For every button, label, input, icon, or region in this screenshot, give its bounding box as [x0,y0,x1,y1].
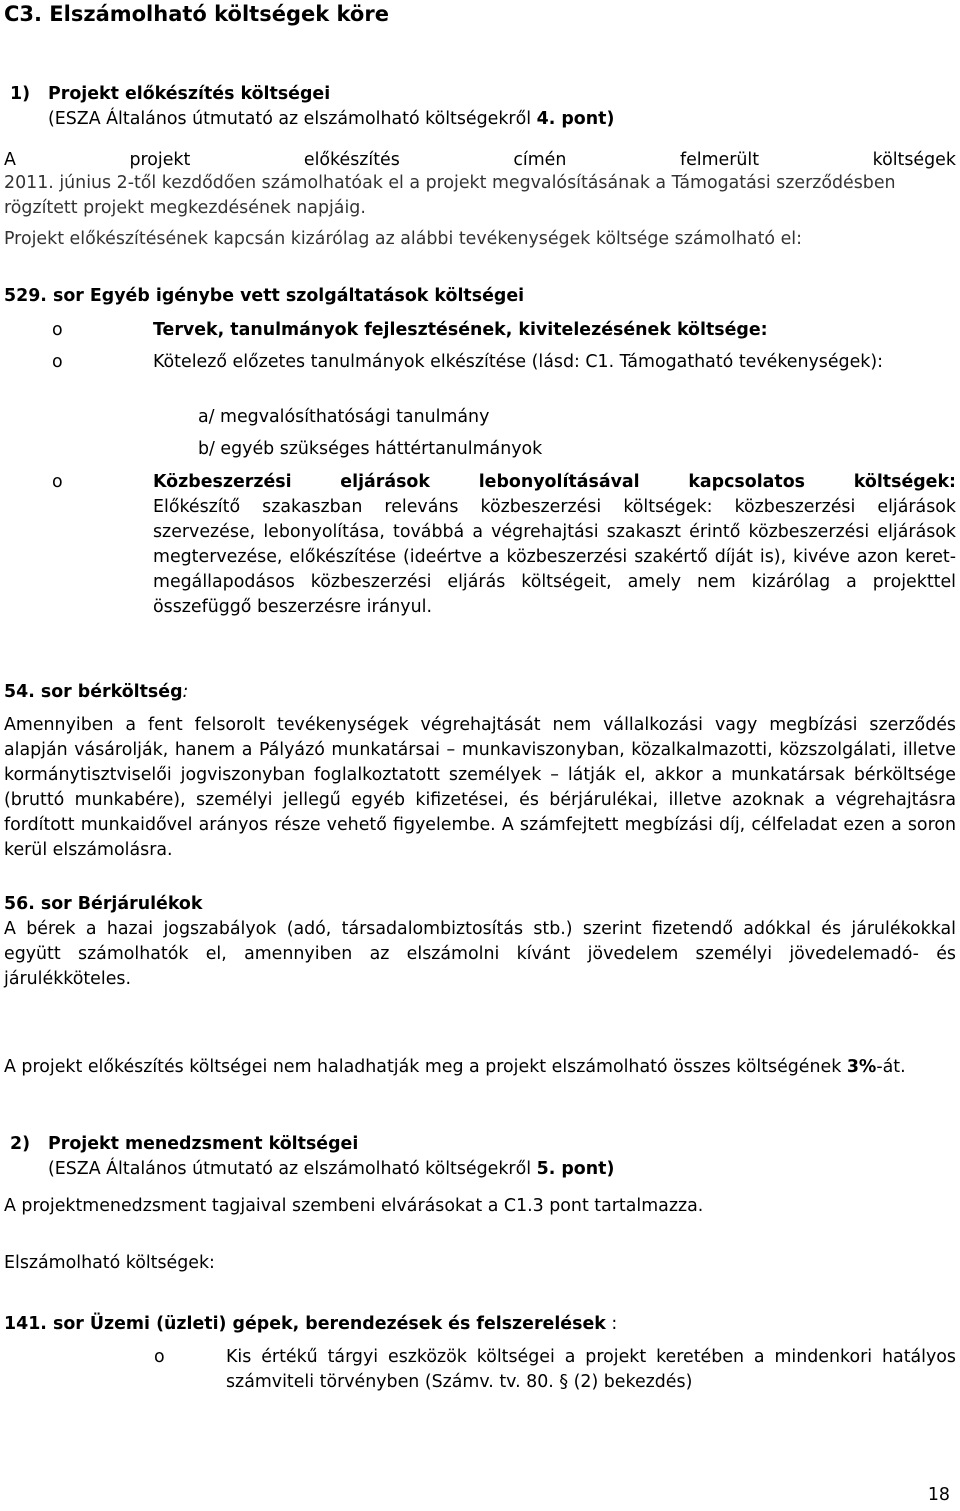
section-2-title: Projekt menedzsment költségei [48,1134,359,1154]
page-number: 18 [927,1485,950,1505]
paragraph-54: Amennyiben a fent felsorolt tevékenységek végrehajtását nem vállalkozási vagy megbízási szerződés alapján vásárolják, hanem a Pályázó munkatársai – munkaviszonyban, közalkalmazotti, közszolgálati, illetve kormánytisztviselői jogviszonyban foglalkoztatott személyek – látják el, akkor a munkatársak bérköltsége (bruttó munkabére), személyi jellegű egyéb kifizetései, és bérjárulékai, illetve azoknak a végrehajtásra fordított munkaidővel arányos része vehető figyelembe. A számfejtett megbízási díj, célfeladat ezen a soron kerül elszámolásra. [4,715,956,860]
paragraph-56: A bérek a hazai jogszabályok (adó, társadalombiztosítás stb.) szerint fizetendő adókkal és járulékokkal együtt számolhatók el, amennyiben az elszámolni kívánt jövedelem személyi jövedelemadó- és járulékköteles. [4,919,956,989]
list-item-procurement: o Közbeszerzési eljárások lebonyolításával kapcsolatos költségek: Előkészítő szakaszban releváns közbeszerzési költségek: közbeszerzési eljárások szervezése, lebonyolítása, továbbá a végrehajtási szakaszt érintő közbeszerzési eljárások megtervezése, előkészítése (ideértve a közbeszerzési szakértő díját is), kivéve azon keret-megállapodásos közbeszerzési eljárás költségeit, amely nem kizárólag a projekttel összefüggő beszerzésre irányul. [52,472,956,617]
bullet: o [154,1347,165,1367]
paragraph-2: Projekt előkészítésének kapcsán kizárólag az alábbi tevékenységek költsége számolható el: [4,229,802,249]
section-1-number: 1) [10,84,31,104]
bullet: o [52,320,63,340]
limit-paragraph: A projekt előkészítés költségei nem haladhatják meg a projekt elszámolható összes költségének 3%-át. [4,1057,906,1077]
section-2-number: 2) [10,1134,31,1154]
row-141-heading: 141. sor Üzemi (üzleti) gépek, berendezések és felszerelések : [4,1314,618,1334]
row-54-heading: 54. sor bérköltség: [4,682,189,702]
section-1-reference: (ESZA Általános útmutató az elszámolható költségekről 4. pont) [48,109,615,129]
bullet: o [52,472,63,492]
list-subitem-b: b/ egyéb szükséges háttértanulmányok [198,439,543,459]
section-1-title: Projekt előkészítés költségei [48,84,331,104]
row-56-heading: 56. sor Bérjárulékok [4,894,203,914]
list-subitem-a: a/ megvalósíthatósági tanulmány [198,407,490,427]
section-2-paragraph-2: Elszámolható költségek: [4,1253,215,1273]
paragraph-1-line-1: A projekt előkészítés címén felmerült költségek [4,150,956,170]
bullet: o [52,352,63,372]
section-2-paragraph-1: A projektmenedzsment tagjaival szembeni elvárásokat a C1.3 pont tartalmazza. [4,1196,704,1216]
page-title: C3. Elszámolható költségek köre [4,2,389,26]
list-item-studies: o Kötelező előzetes tanulmányok elkészítése (lásd: C1. Támogatható tevékenységek): [52,350,956,375]
list-item-small-assets: o Kis értékű tárgyi eszközök költségei a projekt keretében a mindenkori hatályos számviteli törvényben (Számv. tv. 80. § (2) bekezdés) [154,1347,956,1392]
row-529-heading: 529. sor Egyéb igénybe vett szolgáltatások költségei [4,286,525,306]
section-1-heading [10,82,960,107]
paragraph-1: 2011. június 2-től kezdődően számolhatóak el a projekt megvalósításának a Támogatási szerződésben rögzített projekt megkezdésének napjáig. [4,173,896,218]
section-2-reference: (ESZA Általános útmutató az elszámolható költségekről 5. pont) [48,1159,615,1179]
section-2-heading [10,1132,960,1157]
